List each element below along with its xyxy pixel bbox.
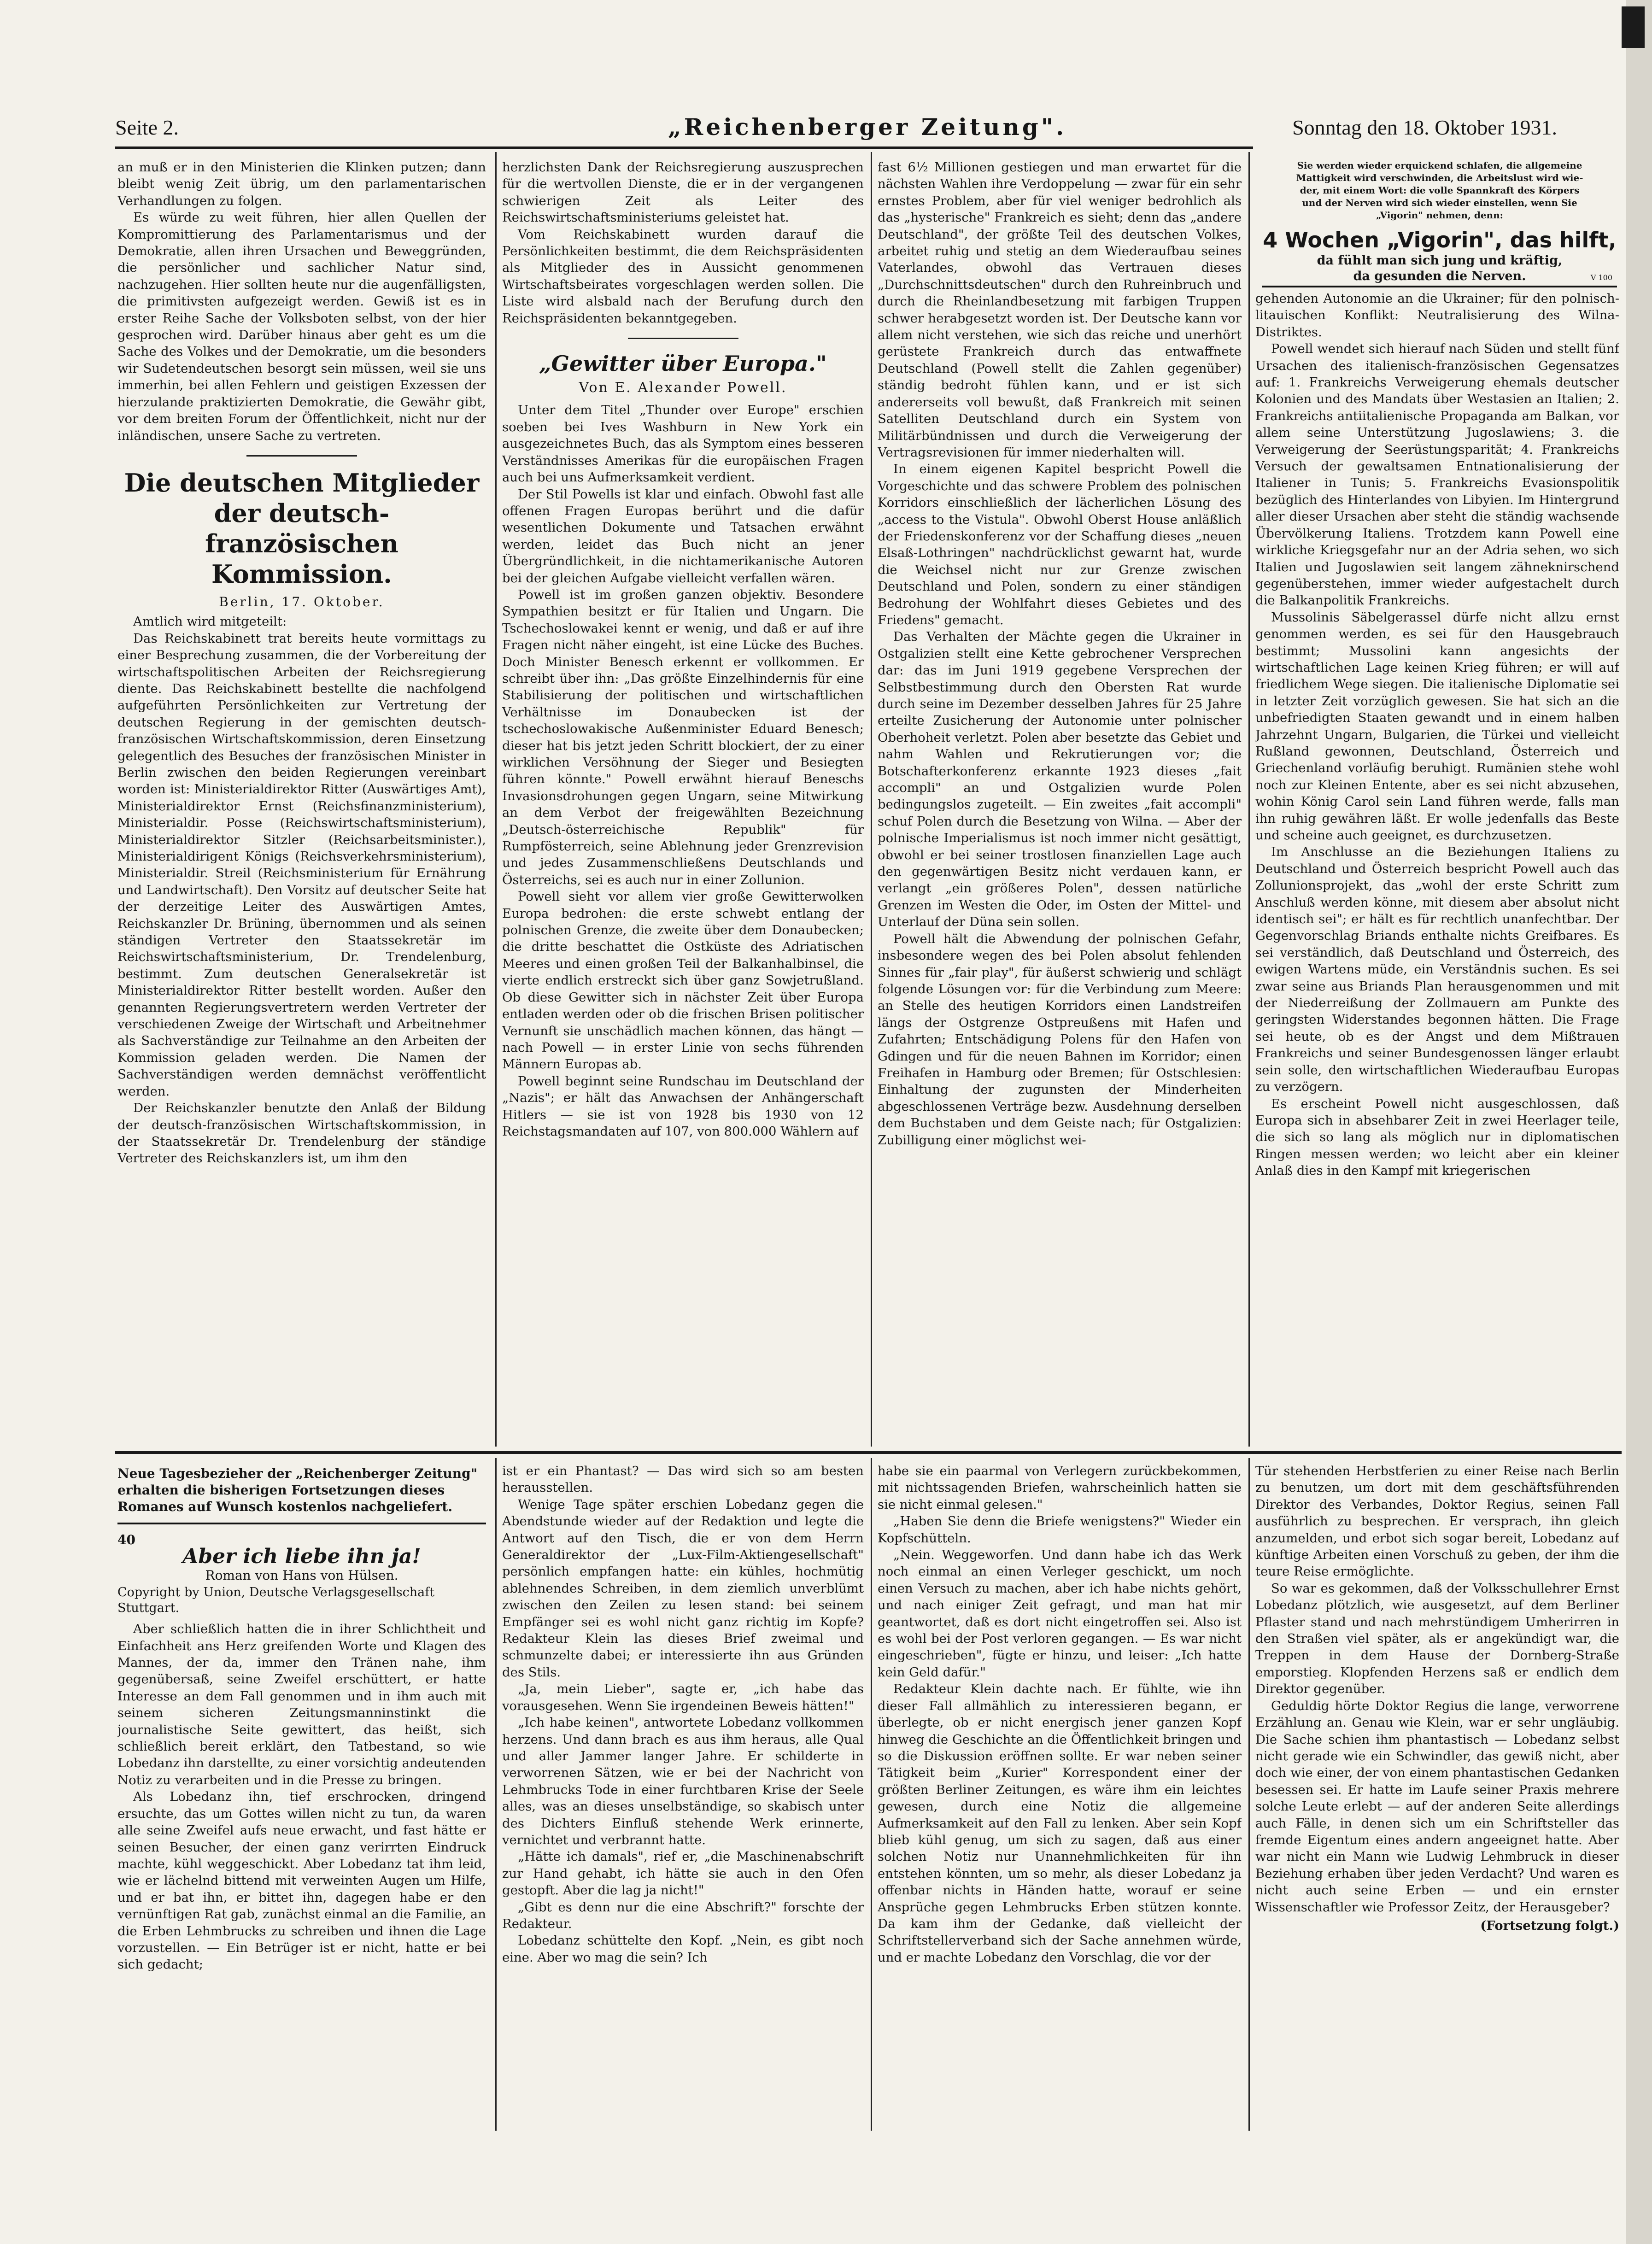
issue-date: Sonntag den 18. Oktober 1931. xyxy=(1292,116,1557,139)
novel-column-2 xyxy=(502,1463,864,2131)
novel-author: Roman von Hans von Hülsen. xyxy=(205,1567,398,1583)
notice-rule xyxy=(117,1523,486,1524)
novel-column-1 xyxy=(117,1463,486,2131)
paragraph: Powell ist im großen ganzen objektiv. Besondere Sympathien besitzt er für Italien und Ungarn. Die Tschechoslowakei kennt er wenig, und daß er auf ihre Fragen nicht näher eingeht, ist eine Lücke des Buches. Doch Minister Benesch erkennt er vollkommen. Er schreibt über ihn: „Das größte Einzelhindernis für eine Stabilisierung der politischen und wirtschaftlichen Verhältnisse im Donaubecken ist der tschechoslowakische Außenminister Eduard Benesch; dieser hat bis jetzt jeden Schritt blockiert, der zu einer wirklichen Versöhnung der Sieger und Besiegten führen könnte." Powell erwähnt hierauf Beneschs Invasionsdrohungen gegen Ungarn, seine Mitwirkung an dem Verbot der freigewählten Bezeichnung „Deutsch-österreichische Republik" für Rumpfösterreich, seine Ablehnung jeder Grenzrevision und jedes Zusammenschließens Deutschlands und Österreichs, sei es auch nur in einer Zollunion. xyxy=(502,587,864,887)
byline: Von E. Alexander Powell. xyxy=(579,380,787,396)
paragraph: Lobedanz schüttelte den Kopf. „Nein, es gibt noch eine. Aber wo mag die sein? Ich xyxy=(502,1933,864,1965)
column-divider xyxy=(1248,152,1250,1447)
paragraph: habe sie ein paarmal von Verlegern zurückbekommen, mit nichtssagenden Briefen, wahrscheinlich hatten sie sie nicht einmal gelesen." xyxy=(878,1464,1242,1512)
paragraph: Powell wendet sich hierauf nach Süden und stellt fünf Ursachen des italienisch-französischen Gegensatzes auf: 1. Frankreichs Verweigerung ehemals deutscher Kolonien und des Mandats über Westasien an Italien; 2. Frankreichs antiitalienische Propaganda am Balkan, vor allem seine Unterstützung Jugoslawiens; 3. die Verweigerung der Seerüstungsparität; 4. Frankreichs Versuch der gewaltsamen Entnationalisierung der Italiener in Tunis; 5. Frankreichs Evasionspolitik bezüglich des Hinterlandes von Libyien. Im Hintergrund aller dieser Ursachen aber steht die ständig wachsende Übervölkerung Italiens. Trotzdem kann Powell eine wirkliche Kriegsgefahr nur an der Adria sehen, wo sich Italien und Jugoslawien seit langem zähneknirschend gegenüberstehen, immer wieder aufgestachelt durch die Balkanpolitik Frankreichs. xyxy=(1255,341,1619,608)
advert-subline-2: da gesunden die Nerven. xyxy=(1353,269,1526,283)
paragraph: Unter dem Titel „Thunder over Europe" erschien soeben bei Ives Washburn in New York ein ausgezeichnetes Buch, das als Symptom eines besseren Verständnisses Amerikas für die europäischen Fragen auch bei uns Aufmerksamkeit verdient. xyxy=(502,403,864,485)
paragraph: „Hätte ich damals", rief er, „die Maschinenabschrift zur Hand gehabt, ich hätte sie auch in den Ofen gestopft. Aber die lag ja nicht!" xyxy=(502,1849,864,1898)
installment-number: 40 xyxy=(117,1532,135,1547)
paragraph: In einem eigenen Kapitel bespricht Powell die Vorgeschichte und das schwere Problem des polnischen Korridors einschließlich der lächerlichen Lösung des „access to the Vistula". Obwohl Oberst House anläßlich der Friedenskonferenz vor der Schaffung dieses „neuen Elsaß-Lothringen" nachdrücklichst gewarnt hat, wurde die Weichsel nicht nur zur Grenze zwischen Deutschland und Polen, sondern zu einer ständigen Bedrohung der Wohlfahrt dieses Gebietes und des Friedens" gemacht. xyxy=(878,462,1242,627)
paragraph: Amtlich wird mitgeteilt: xyxy=(133,614,287,629)
paragraph: Der Reichskanzler benutzte den Anlaß der Bildung der deutsch-französischen Wirtschaftskommission, in der Staatssekretär Dr. Trendelenburg der ständige Vertreter des Reichskanzlers ist, um ihm den xyxy=(117,1101,486,1166)
paragraph: Das Reichskabinett trat bereits heute vormittags zu einer Besprechung zusammen, die der Vorbereitung der wirtschaftspolitischen Arbeiten der Reichsregierung diente. Das Reichskabinett bestellte die nachfolgend aufgeführten Persönlichkeiten zur Vertretung der deutschen Regierung in der gemischten deutsch-französischen Wirtschaftskommission, deren Einsetzung gelegentlich des Besuches der französischen Minister in Berlin zwischen den beiden Regierungen vereinbart worden ist: Ministerialdirektor Ritter (Auswärtiges Amt), Ministerialdirektor Ernst (Reichsfinanzministerium), Ministerialdir. Posse (Reichswirtschaftsministerium), Ministerialdirektor Sitzler (Reichsarbeitsminister.), Ministerialdirigent Königs (Reichsverkehrsministerium), Ministerialdir. Streil (Reichsministerium für Ernährung und Landwirtschaft). Den Vorsitz auf deutscher Seite hat der derzeitige Leiter des Auswärtigen Amtes, Reichskanzler Dr. Brüning, übernommen und als seinen ständigen Vertreter den Staatssekretär im Reichswirtschaftsministerium, Dr. Trendelenburg, bestimmt. Zum deutschen Generalsekretär ist Ministerialdirektor Ritter bestellt worden. Außer den genannten Regierungsvertretern werden Vertreter der verschiedenen Zweige der Wirtschaft und Arbeitnehmer als Sachverständige zur Teilnahme an den Arbeiten der Kommission geladen werden. Die Namen der Sachverständigen werden demnächst veröffentlicht werden. xyxy=(117,631,486,1099)
masthead xyxy=(115,111,1557,147)
paragraph: Mussolinis Säbelgerassel dürfe nicht allzu ernst genommen werden, es sei für den Hausgebrauch bestimmt; Mussolini kann angesichts der wirtschaftlichen Lage keinen Krieg führen; er will auf friedlichem Wege siegen. Die italienische Diplomatie sei in letzter Zeit vorzüglich gewesen. Sie hat sich an die unbefriedigten Staaten gewandt und in einem halben Jahrzehnt Ungarn, Bulgarien, die Türkei und vielleicht Rußland gewonnen, Deutschland, Österreich und Griechenland vorläufig beruhigt. Rumänien stehe wohl noch zur Kleinen Entente, aber es sei nicht abzusehen, wohin König Carol sein Land führen werde, falls man ihn ruhig gewähren läßt. Er wolle jedenfalls das Beste und scheine auch geeignet, es durchzusetzen. xyxy=(1255,609,1619,843)
novel-column-4 xyxy=(1255,1463,1619,2131)
paragraph: fast 6½ Millionen gestiegen und man erwartet für die nächsten Wahlen ihre Verdoppelung — zwar für ein sehr ernstes Problem, aber für viel weniger bedrohlich als das „hysterische" Frankreich es sieht; denn das „andere Deutschland", der größte Teil des deutschen Volkes, arbeitet ruhig und stetig an dem Wiederaufbau seines Vaterlandes, obwohl das Vertrauen dieses „Durchschnittsdeutschen" durch den Ruhreinbruch und durch die Rheinlandbesetzung mit farbigen Truppen schwer herabgesetzt worden ist. Der Deutsche kann vor allem nicht verstehen, wie sich das reiche und unerhört gerüstete Frankreich durch das entwaffnete Deutschland (Powell stellt die Zahlen gegenüber) ständig bedroht fühlen kann, und er ist sich andererseits voll bewußt, daß Frankreich mit seinen Satelliten Deutschland durch ein System von Militärbündnissen und durch die Verweigerung der Vertragsrevisionen für immer niederhalten will. xyxy=(878,160,1242,460)
paragraph: „Gibt es denn nur die eine Abschrift?" forschte der Redakteur. xyxy=(502,1899,864,1931)
novel-title: Aber ich liebe ihn ja! xyxy=(182,1545,421,1569)
column-divider xyxy=(495,152,497,1447)
paragraph: Wenige Tage später erschien Lobedanz gegen die Abendstunde wieder auf der Redaktion und legte die Antwort auf den Tisch, die er von dem Herrn Generaldirektor der „Lux-Film-Aktiengesellschaft" persönlich empfangen hatte: ein kühles, hochmütig ablehnendes Schreiben, in dem ziemlich unverblümt zwischen den Zeilen zu lesen stand: bei seinem Empfänger sei es wohl nicht ganz richtig im Kopfe? Redakteur Klein las dieses Brief zweimal und schmunzelte dabei; er interessierte ihn aus Gründen des Stils. xyxy=(502,1497,864,1680)
paragraph: an muß er in den Ministerien die Klinken putzen; dann bleibt wenig Zeit übrig, um den parlamentarischen Verhandlungen zu folgen. xyxy=(117,160,486,208)
paragraph: Der Stil Powells ist klar und einfach. Obwohl fast alle offenen Fragen Europas berührt und die dafür wesentlichen Dokumente und Tatsachen erwähnt werden, leidet das Buch nicht an jener Übergründlichkeit, in die nichtamerikanische Autoren bei der gleichen Aufgabe vielleicht verfallen wären. xyxy=(502,486,864,586)
feuilleton-rule xyxy=(115,1451,1622,1454)
paragraph: „Haben Sie denn die Briefe wenigstens?" Wieder ein Kopfschütteln. xyxy=(878,1514,1242,1546)
paragraph: Powell hält die Abwendung der polnischen Gefahr, insbesondere wegen des bei Polen absolut fehlenden Sinnes für „fair play", für äußerst schwierig und schlägt folgende Lösungen vor: für die Verbindung zum Meere: an Stelle des heutigen Korridors einen Landstreifen längs der Ostgrenze Ostpreußens mit Hafen und Zufahrten; Entschädigung Polens für den Hafen von Gdingen und für die neuen Bahnen im Korridor; einen Freihafen in Hamburg oder Bremen; für Ostschlesien: Einhaltung der zugunsten der Minderheiten abgeschlossenen Verträge bezw. Ausdehnung derselben dem Buchstaben und dem Geiste nach; für Ostgalizien: Zubilligung einer möglichst wei- xyxy=(878,931,1242,1148)
column-3-upper xyxy=(878,159,1242,1440)
column-divider xyxy=(871,152,872,1447)
paragraph: Als Lobedanz ihn, tief erschrocken, dringend ersuchte, das um Gottes willen nicht zu tun, da waren alle seine Zweifel aufs neue erwacht, und fast hätte er seinen Besucher, der einen ganz verirrten Eindruck machte, kühl weggeschickt. Aber Lobedanz tat ihm leid, wie er lächelnd bittend mit verweinten Augen um Hilfe, und er bat ihn, er bittet ihn, dagegen habe er den vernünftigen Rat gab, zunächst einmal an die Familie, an die Erben Lehmbrucks zu schreiben und ihnen die Lage vorzustellen. — Ein Betrüger ist er nicht, hatte er bei sich gedacht; xyxy=(117,1789,486,1972)
paragraph: gehenden Autonomie an die Ukrainer; für den polnisch-litauischen Konflikt: Neutralisierung des Wilna-Distriktes. xyxy=(1255,291,1619,340)
masthead-rule xyxy=(115,146,1253,149)
paragraph: „Nein. Weggeworfen. Und dann habe ich das Werk noch einmal an einen Verleger geschickt, um noch einen Versuch zu machen, aber ich habe nichts gehört, und nach einiger Zeit gefragt, und man hat mir geantwortet, daß es dort nicht eingetroffen sei. Also ist es wohl bei der Post verloren gegangen. — Es war nicht eingeschrieben", fügte er hinzu, und leiser: „Ich hatte kein Geld dafür." xyxy=(878,1547,1242,1680)
paragraph: Redakteur Klein dachte nach. Er fühlte, wie ihn dieser Fall allmählich zu interessieren begann, er überlegte, ob er nicht energisch jener ganzen Kopf hinweg die Geschichte an die Öffentlichkeit bringen und so die Diskussion eröffnen sollte. Er war neben seiner Tätigkeit beim „Kurier" Korrespondent einer der größten Berliner Zeitungen, es wäre ihm ein leichtes gewesen, durch eine Notiz die allgemeine Aufmerksamkeit auf den Fall zu lenken. Aber sein Kopf blieb kühl genug, um sich zu sagen, daß aus einer solchen Notiz nur Unannehmlichkeiten für ihn entstehen könnten, um so mehr, als dieser Lobedanz ja offenbar nichts in Händen hatte, worauf er seine Ansprüche gegen Lehmbrucks Erben stützen konnte. Da kam ihm der Gedanke, daß vielleicht der Schriftstellerverband sich der Sache annehmen würde, und er machte Lobedanz den Vorschlag, die vor der xyxy=(878,1682,1242,1965)
newspaper-name: „Reichenberger Zeitung". xyxy=(668,113,1067,141)
paragraph: Es würde zu weit führen, hier allen Quellen der Kompromittierung des Parlamentarismus und der Demokratie, allen ihren Ursachen und Beweggründen, die persönlicher und sachlicher Natur sind, nachzugehen. Hier sollten heute nur die augenfälligsten, die primitivsten aufgezeigt werden. Gewiß ist es in erster Reihe Sache der Volksboten selbst, von der hier gesprochen wird. Darüber hinaus aber geht es um die Sache des Volkes und der Demokratie, um die besonders wir Sudetendeutschen besorgt sein müssen, weil sie uns immerhin, bei allen Fehlern und geistigen Exzessen der hierzulande praktizierten Demokratie, die Gewähr gibt, vor dem breiten Forum der Öffentlichkeit, nicht nur der inländischen, unsere Sache zu vertreten. xyxy=(117,210,486,443)
column-divider xyxy=(1248,1458,1250,2131)
novel-copyright: Copyright by Union, Deutsche Verlagsgesellschaft Stuttgart. xyxy=(117,1585,435,1616)
paragraph: herzlichsten Dank der Reichsregierung auszusprechen für die wertvollen Dienste, die er in der vergangenen schwierigen Zeit als Leiter des Reichswirtschaftsministeriums geleistet hat. xyxy=(502,160,864,225)
paragraph: Es erscheint Powell nicht ausgeschlossen, daß Europa sich in absehbarer Zeit in zwei Heerlager teile, die sich so lang als möglich nur in diplomatischen Ringen messen werden; wo leicht aber ein kleiner Anlaß dies in den Kampf mit kriegerischen xyxy=(1255,1096,1619,1178)
subscriber-notice: Neue Tagesbezieher der „Reichenberger Zeitung" erhalten die bisherigen Fortsetzungen dieses Romanes auf Wunsch kostenlos nachgeliefert. xyxy=(117,1466,478,1514)
column-2-upper xyxy=(502,159,864,1440)
paragraph: „Ich habe keinen", antwortete Lobedanz vollkommen herzens. Und dann brach es aus ihm heraus, alle Qual und aller Jammer langer Jahre. Er schilderte in verworrenen Sätzen, wie er bei der Nachricht von Lehmbrucks Tode in einer furchtbaren Krise der Seele alles, was an dieses unselbständige, so skabisch unter des Dichters Einfluß stehende Werk erinnerte, vernichtet und verbrannt hatte. xyxy=(502,1715,864,1847)
page-edge xyxy=(1626,0,1652,2244)
dateline: Berlin, 17. Oktober. xyxy=(219,594,385,609)
page-number: Seite 2. xyxy=(115,116,179,139)
paragraph: Im Anschlusse an die Beziehungen Italiens zu Deutschland und Österreich bespricht Powell auch das Zollunionsprojekt, das „wohl der erste Schritt zum Anschluß werden könne, mit diesem aber absolut nicht identisch sei"; er hält es für rechtlich unanfechtbar. Der Gegenvorschlag Briands enthalte nichts Greifbares. Es sei verständlich, daß Deutschland und Österreich, des ewigen Wartens müde, ein Verständnis suchen. Es sei zwar seine aus Briands Plan herausgenommen und mit der Niederreißung der Zollmauern am Punkte des geringsten Widerstandes begonnen hätten. Die Frage sei heute, ob es der Angst und dem Mißtrauen Frankreichs und seiner Bundesgenossen länger erlaubt sein solle, den wirtschaftlichen Wiederaufbau Europas zu verzögern. xyxy=(1255,844,1619,1095)
paragraph: Geduldig hörte Doktor Regius die lange, verworrene Erzählung an. Genau wie Klein, war er sehr ungläubig. Die Sache schien ihm phantastisch — Lobedanz selbst nicht gerade wie ein Schwindler, das gewiß nicht, aber doch wie einer, der von einem phantastischen Gedanken besessen sei. Er hatte im Laufe seiner Praxis mehrere solche Leute erlebt — auf der anderen Seite allerdings auch Fälle, in denen sich um ein Schriftsteller das fremde Eigentum eines andern angeeignet hatte. Aber war nicht ein Mann wie Ludwig Lehmbruck in dieser Beziehung erhaben über jeden Verdacht? Und waren es nicht auch seine Erben — und ein ernster Wissenschaftler wie Professor Zeitz, der Herausgeber? xyxy=(1255,1698,1619,1915)
paragraph: Tür stehenden Herbstferien zu einer Reise nach Berlin zu benutzen, um dort mit dem geschäftsführenden Direktor des Verbandes, Doktor Regius, seinen Fall ausführlich zu besprechen. Er versprach, ihn gleich anzumelden, und erbot sich sogar bereit, Lobedanz auf künftige Arbeiten einen Vorschuß zu geben, der ihm die teure Reise ermöglichte. xyxy=(1255,1464,1619,1579)
column-1-upper xyxy=(117,159,486,1440)
novel-column-3 xyxy=(878,1463,1242,2131)
advert-code: V 100 xyxy=(1590,273,1612,282)
column-4-upper xyxy=(1255,290,1619,1440)
vigorin-advert xyxy=(1262,152,1617,287)
scan-corner-mark xyxy=(1622,6,1645,48)
advert-subline-1: da fühlt man sich jung und kräftig, xyxy=(1317,253,1563,268)
paragraph: So war es gekommen, daß der Volksschullehrer Ernst Lobedanz plötzlich, wie ausgesetzt, auf dem Berliner Pflaster stand und nach mehrstündigem Umherirren in den Straßen viel später, als er angekündigt war, die Treppen in dem Hause der Dornberg-Straße emporstieg. Klopfenden Herzens saß er endlich dem Direktor gegenüber. xyxy=(1255,1581,1619,1697)
paragraph: Powell beginnt seine Rundschau im Deutschland der „Nazis"; er hält das Anwachsen der Anhängerschaft Hitlers — sie ist von 1928 bis 1930 von 12 Reichstagsmandaten auf 107, von 800.000 Wählern auf xyxy=(502,1073,864,1139)
column-divider xyxy=(495,1458,497,2131)
advert-copy: Sie werden wieder erquickend schlafen, die allgemeine Mattigkeit wird verschwinden, die Arbeitslust wird wie- der, mit einem Wort: die volle Spannkraft des Körpers und der Nerven wird sich wieder einstellen, wenn Sie „Vigorin" nehmen, denn: xyxy=(1296,160,1583,221)
section-rule xyxy=(628,338,738,339)
paragraph: Vom Reichskabinett wurden darauf die Persönlichkeiten bestimmt, die dem Reichspräsidenten als Mitglieder des in Aussicht genommenen Wirtschaftsbeirates vorgeschlagen werden sollen. Die Liste wird alsbald nach der Berufung durch den Reichspräsidenten bekanntgegeben. xyxy=(502,227,864,326)
paragraph: Aber schließlich hatten die in ihrer Schlichtheit und Einfachheit ans Herz greifenden Worte und Klagen des Mannes, der da, immer den Tränen nahe, ihm gegenübersaß, seine Zweifel erschüttert, er hatte Interesse an dem Fall genommen und in ihm auch mit seinem sicheren Zeitungsmanninstinkt die journalistische Seite gewittert, das heißt, sich schließlich bereit erklärt, den Tatbestand, so wie Lobedanz ihn darstellte, zu einer vorsichtig andeutenden Notiz zu verarbeiten und in die Presse zu bringen. xyxy=(117,1622,486,1787)
paragraph: „Ja, mein Lieber", sagte er, „ich habe das vorausgesehen. Wenn Sie irgendeinen Beweis hätten!" xyxy=(502,1682,864,1713)
continued-notice: (Fortsetzung folgt.) xyxy=(1480,1918,1619,1933)
section-rule xyxy=(246,455,357,457)
paragraph: Das Verhalten der Mächte gegen die Ukrainer in Ostgalizien stellt eine Kette gebrochener Versprechen dar: das im Juni 1919 gegebene Versprechen der Selbstbestimmung durch den Obersten Rat wurde durch seine im Dezember desselben Jahres für 25 Jahre erteilte Zusicherung der Autonomie unter polnischer Oberhoheit verletzt. Polen aber besetzte das Gebiet und nahm Wahlen und Rekrutierungen vor; die Botschafterkonferenz erkannte 1923 dieses „fait accompli" an und Ostgalizien wurde Polen bedingungslos zugeteilt. — Ein zweites „fait accompli" schuf Polen durch die Besetzung von Wilna. — Aber der polnische Imperialismus ist noch immer nicht gesättigt, obwohl er bei seiner trostlosen finanziellen Lage auch den gegenwärtigen Besitz nicht verdauen kann, er verlangt „ein größeres Polen", dessen natürliche Grenzen im Westen die Oder, im Osten der Mittel- und Unterlauf der Düna sein sollen. xyxy=(878,629,1242,930)
column-divider xyxy=(871,1458,872,2131)
paragraph: Powell sieht vor allem vier große Gewitterwolken Europa bedrohen: die erste schwebt entlang der polnischen Grenze, die zweite über dem Donaubecken; die dritte beschattet die Ostküste des Adriatischen Meeres und einen großen Teil der Balkanhalbinsel, die vierte endlich erstreckt sich über ganz Sowjetrußland. Ob diese Gewitter sich in nächster Zeit über Europa entladen werden oder ob die frischen Brisen politischer Vernunft sie unschädlich machen können, das hängt — nach Powell — in erster Linie von sechs führenden Männern Europas ab. xyxy=(502,889,864,1072)
advert-headline: 4 Wochen „Vigorin", das hilft, xyxy=(1263,228,1617,252)
headline-thunder-over-europe: „Gewitter über Europa." xyxy=(539,351,827,376)
paragraph: ist er ein Phantast? — Das wird sich so am besten herausstellen. xyxy=(502,1464,864,1495)
headline-commission: Die deutschen Mitglieder der deutsch-französischen Kommission. xyxy=(124,468,480,589)
